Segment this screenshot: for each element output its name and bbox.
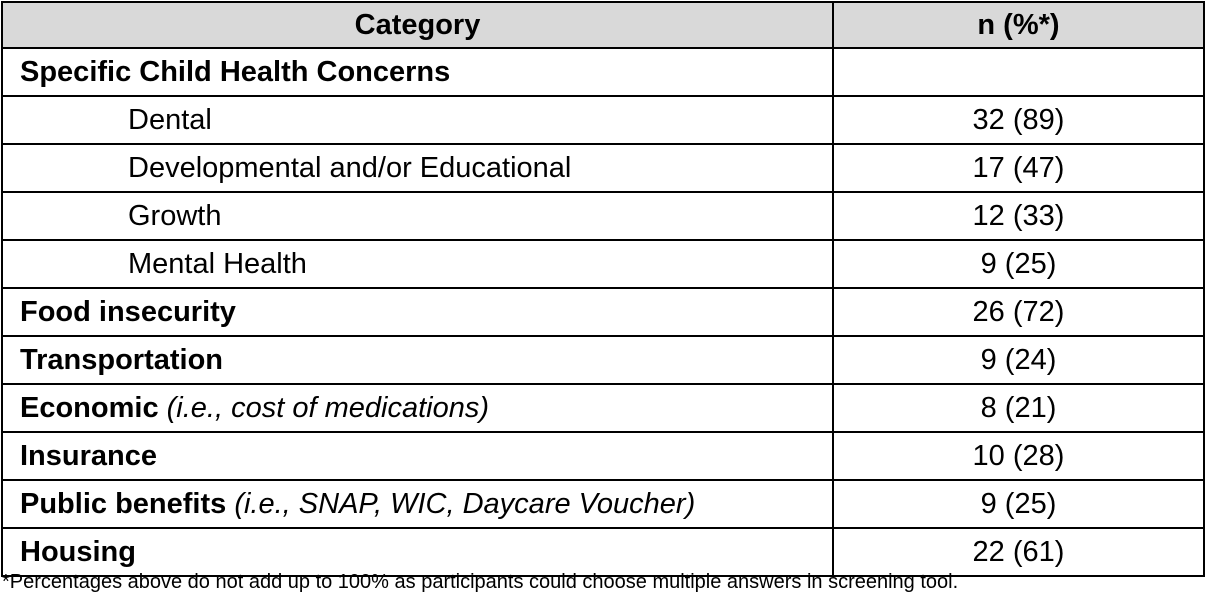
table-row — [2, 528, 1204, 576]
table-row — [2, 96, 1204, 144]
table-row — [2, 384, 1204, 432]
row-label-cell — [2, 528, 833, 576]
table-row — [2, 288, 1204, 336]
row-label: Economic — [20, 391, 159, 424]
row-label: Mental Health — [128, 247, 307, 280]
row-value — [833, 48, 1204, 96]
row-label: Developmental and/or Educational — [128, 151, 572, 184]
row-label-cell — [2, 96, 833, 144]
row-label-cell — [2, 48, 833, 96]
row-label-cell — [2, 288, 833, 336]
header-n-percent: n (%*) — [833, 2, 1204, 48]
row-label-cell — [2, 432, 833, 480]
row-label: Public benefits — [20, 487, 227, 520]
table-row — [2, 336, 1204, 384]
row-value: 10 (28) — [833, 432, 1204, 480]
header-category: Category — [2, 2, 833, 48]
row-label-cell — [2, 240, 833, 288]
row-label-cell — [2, 480, 833, 528]
row-label-cell — [2, 336, 833, 384]
row-label: Transportation — [20, 343, 224, 376]
row-label-cell — [2, 384, 833, 432]
table-row — [2, 240, 1204, 288]
row-label: Growth — [128, 199, 222, 232]
category-table — [1, 1, 1205, 577]
row-value: 12 (33) — [833, 192, 1204, 240]
row-label: Insurance — [20, 439, 157, 472]
row-value: 26 (72) — [833, 288, 1204, 336]
row-label-cell — [2, 192, 833, 240]
row-value: 9 (25) — [833, 480, 1204, 528]
table-footnote: *Percentages above do not add up to 100% as participants could choose multiple answers in screening tool. — [2, 571, 959, 593]
table-row — [2, 48, 1204, 96]
table-row — [2, 432, 1204, 480]
row-label: Specific Child Health Concerns — [20, 55, 451, 88]
row-label: Dental — [128, 103, 212, 136]
row-value: 22 (61) — [833, 528, 1204, 576]
row-value: 17 (47) — [833, 144, 1204, 192]
row-note: (i.e., cost of medications) — [158, 391, 489, 424]
table-row — [2, 144, 1204, 192]
table-row — [2, 480, 1204, 528]
table-row — [2, 192, 1204, 240]
row-value: 9 (25) — [833, 240, 1204, 288]
row-value: 8 (21) — [833, 384, 1204, 432]
row-label-cell — [2, 144, 833, 192]
row-value: 9 (24) — [833, 336, 1204, 384]
header-row — [2, 2, 1204, 48]
row-label: Food insecurity — [20, 295, 236, 328]
row-value: 32 (89) — [833, 96, 1204, 144]
row-label: Housing — [20, 535, 136, 568]
row-note: (i.e., SNAP, WIC, Daycare Voucher) — [226, 487, 696, 520]
